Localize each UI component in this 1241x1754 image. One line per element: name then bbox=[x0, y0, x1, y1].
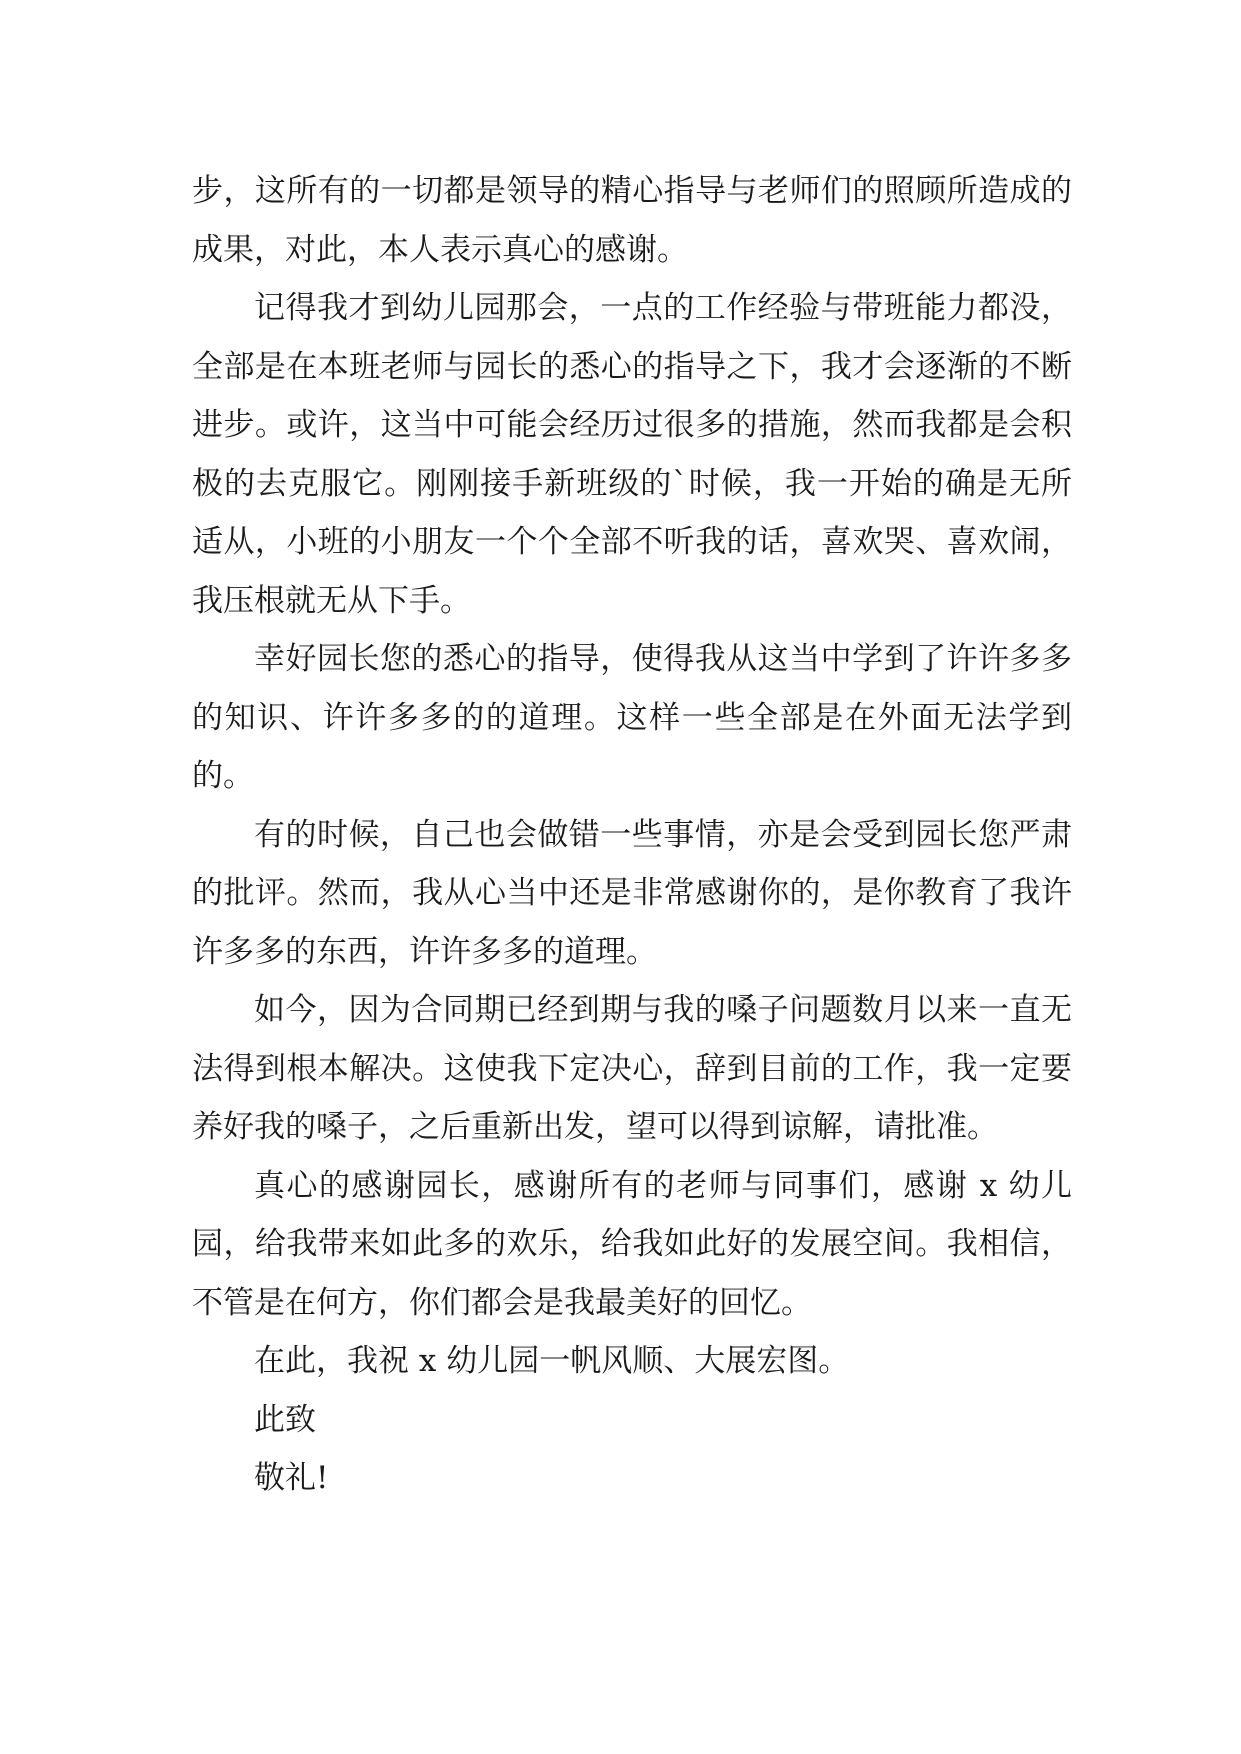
paragraph-arrival: 记得我才到幼儿园那会，一点的工作经验与带班能力都没，全部是在本班老师与园长的悉心的指导之下，我才会逐渐的不断进步。或许，这当中可能会经历过很多的措施，然而我都是会积极的去克服它。刚刚接手新班级的`时候，我一开始的确是无所适从，小班的小朋友一个个全部不听我的话，喜欢哭、喜欢闹，我压根就无从下手。 bbox=[192, 290, 1072, 619]
paragraph-guidance: 幸好园长您的悉心的指导，使得我从这当中学到了许许多多的知识、许许多多的的道理。这样一些全部是在外面无法学到的。 bbox=[192, 641, 1072, 794]
paragraph-thanks: 真心的感谢园长，感谢所有的老师与同事们，感谢 x 幼儿园，给我带来如此多的欢乐，给我如此好的发展空间。我相信，不管是在何方，你们都会是我最美好的回忆。 bbox=[192, 1167, 1072, 1321]
closing-salutation: 此致 bbox=[254, 1401, 316, 1438]
closing-regards: 敬礼! bbox=[254, 1460, 329, 1496]
paragraph-mistakes: 有的时候，自己也会做错一些事情，亦是会受到园长您严肃的批评。然而，我从心当中还是非常感谢你的，是你教育了我许许多多的东西，许许多多的道理。 bbox=[192, 816, 1072, 970]
paragraph-wishes: 在此，我祝 x 幼儿园一帆风顺、大展宏图。 bbox=[254, 1343, 850, 1379]
paragraph-resignation-reason: 如今，因为合同期已经到期与我的嗓子问题数月以来一直无法得到根本解决。这使我下定决心，辞到目前的工作，我一定要养好我的嗓子，之后重新出发，望可以得到谅解，请批准。 bbox=[192, 992, 1072, 1145]
letter-body bbox=[192, 162, 1072, 1508]
paragraph-continuation: 步，这所有的一切都是领导的精心指导与老师们的照顾所造成的成果，对此，本人表示真心的感谢。 bbox=[192, 173, 1072, 268]
